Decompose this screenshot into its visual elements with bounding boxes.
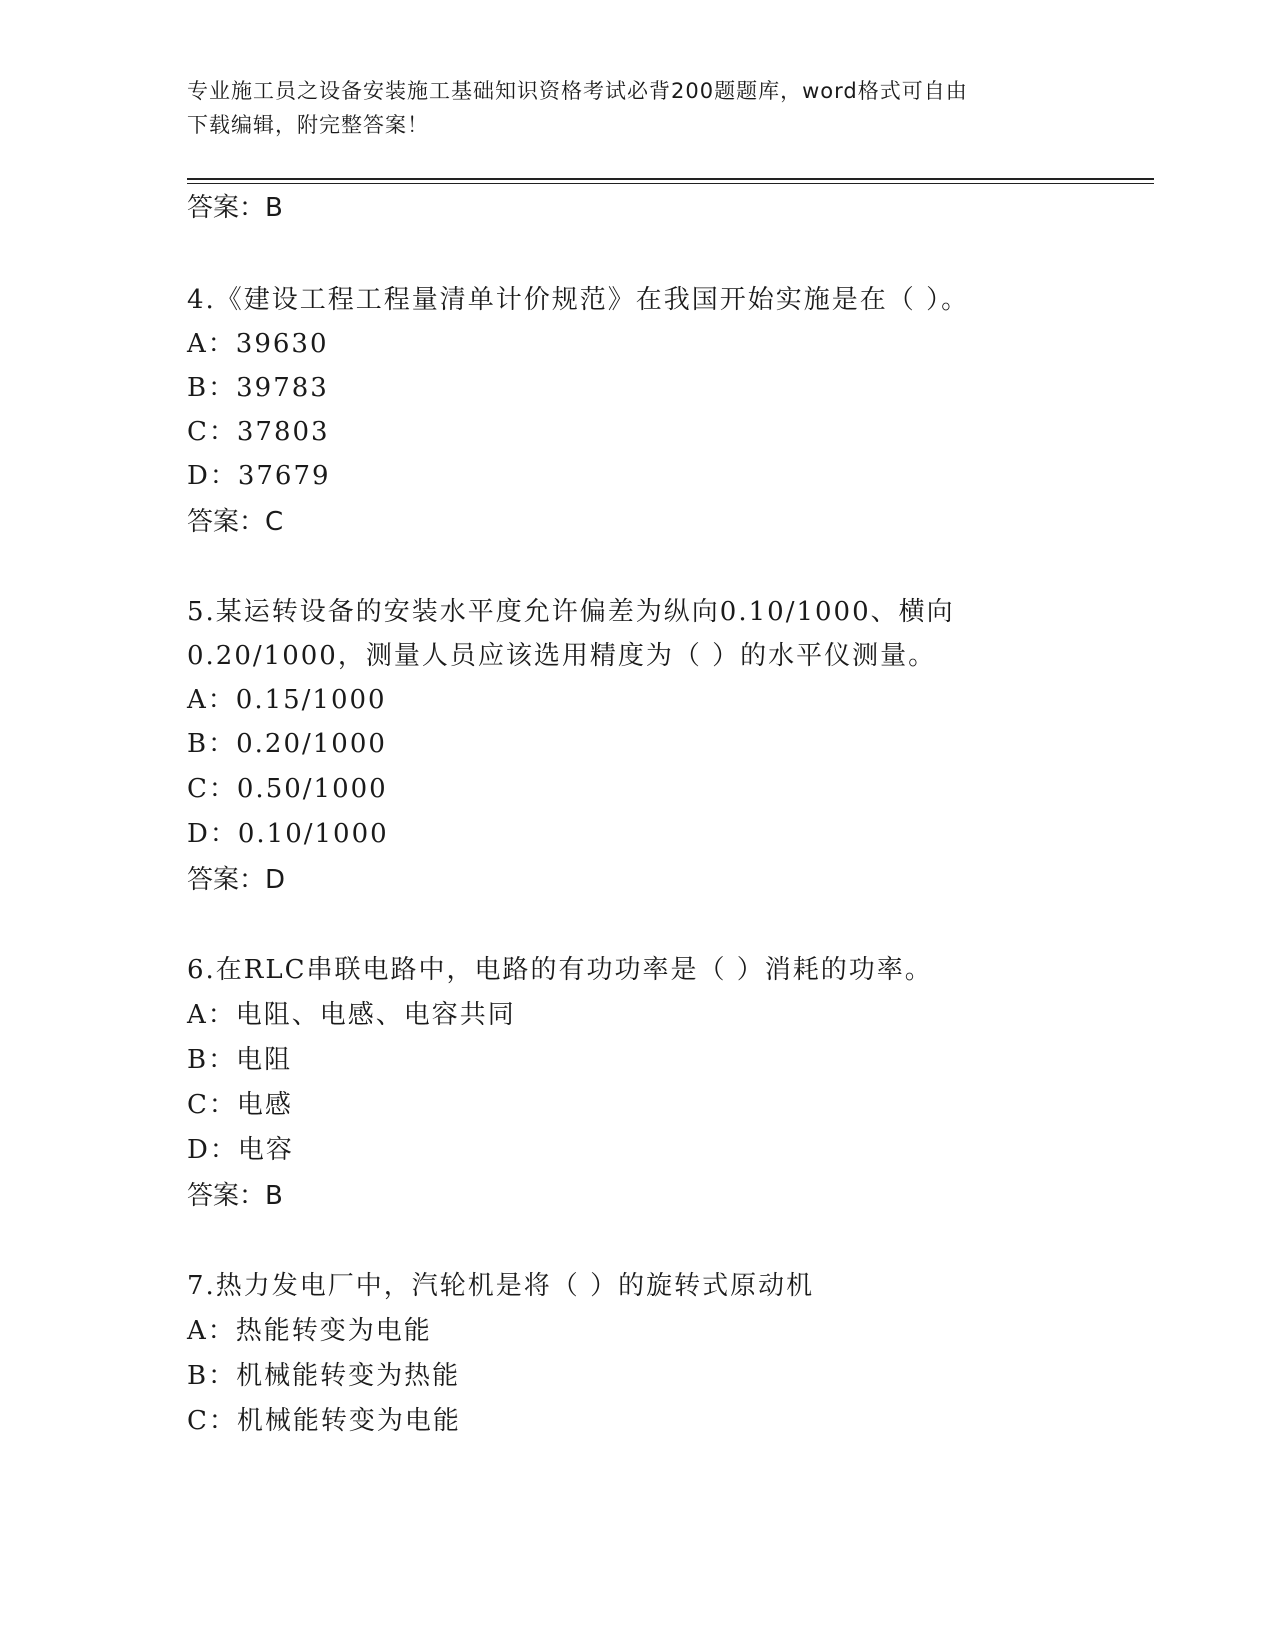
header-rule-thick: [187, 178, 1154, 180]
question-stem: 4.《建设工程工程量清单计价规范》在我国开始实施是在（ ）。: [187, 285, 970, 315]
document-header: [187, 74, 1067, 142]
option-d: D：0.10/1000: [187, 819, 389, 849]
header-line-2: 下载编辑，附完整答案！: [187, 113, 429, 137]
option-d: D：电容: [187, 1135, 294, 1165]
option-b: B：电阻: [187, 1045, 293, 1075]
option-c: C：机械能转变为电能: [187, 1406, 461, 1436]
option-c: C：0.50/1000: [187, 774, 388, 804]
option-a: A：39630: [187, 329, 329, 359]
answer-line: 答案：C: [187, 507, 284, 537]
option-a: A：电阻、电感、电容共同: [187, 1000, 516, 1030]
option-c: C：电感: [187, 1090, 293, 1120]
answer-line: 答案：B: [187, 193, 283, 223]
option-a: A：热能转变为电能: [187, 1316, 432, 1346]
option-b: B：机械能转变为热能: [187, 1361, 461, 1391]
question-stem: 7.热力发电厂中，汽轮机是将（ ）的旋转式原动机: [187, 1271, 815, 1301]
option-d: D：37679: [187, 461, 331, 491]
answer-line: 答案：B: [187, 1181, 283, 1211]
option-b: B：0.20/1000: [187, 729, 387, 759]
answer-line: 答案：D: [187, 865, 286, 895]
header-line-1: 专业施工员之设备安装施工基础知识资格考试必背200题题库，word格式可自由: [187, 79, 968, 103]
option-b: B：39783: [187, 373, 329, 403]
option-a: A：0.15/1000: [187, 685, 387, 715]
question-stem-continued: 0.20/1000，测量人员应该选用精度为（ ）的水平仪测量。: [187, 641, 937, 671]
question-stem: 6.在RLC串联电路中，电路的有功功率是（ ）消耗的功率。: [187, 955, 933, 985]
header-rule-thin: [187, 183, 1154, 184]
question-stem: 5.某运转设备的安装水平度允许偏差为纵向0.10/1000、横向: [187, 597, 955, 627]
option-c: C：37803: [187, 417, 330, 447]
